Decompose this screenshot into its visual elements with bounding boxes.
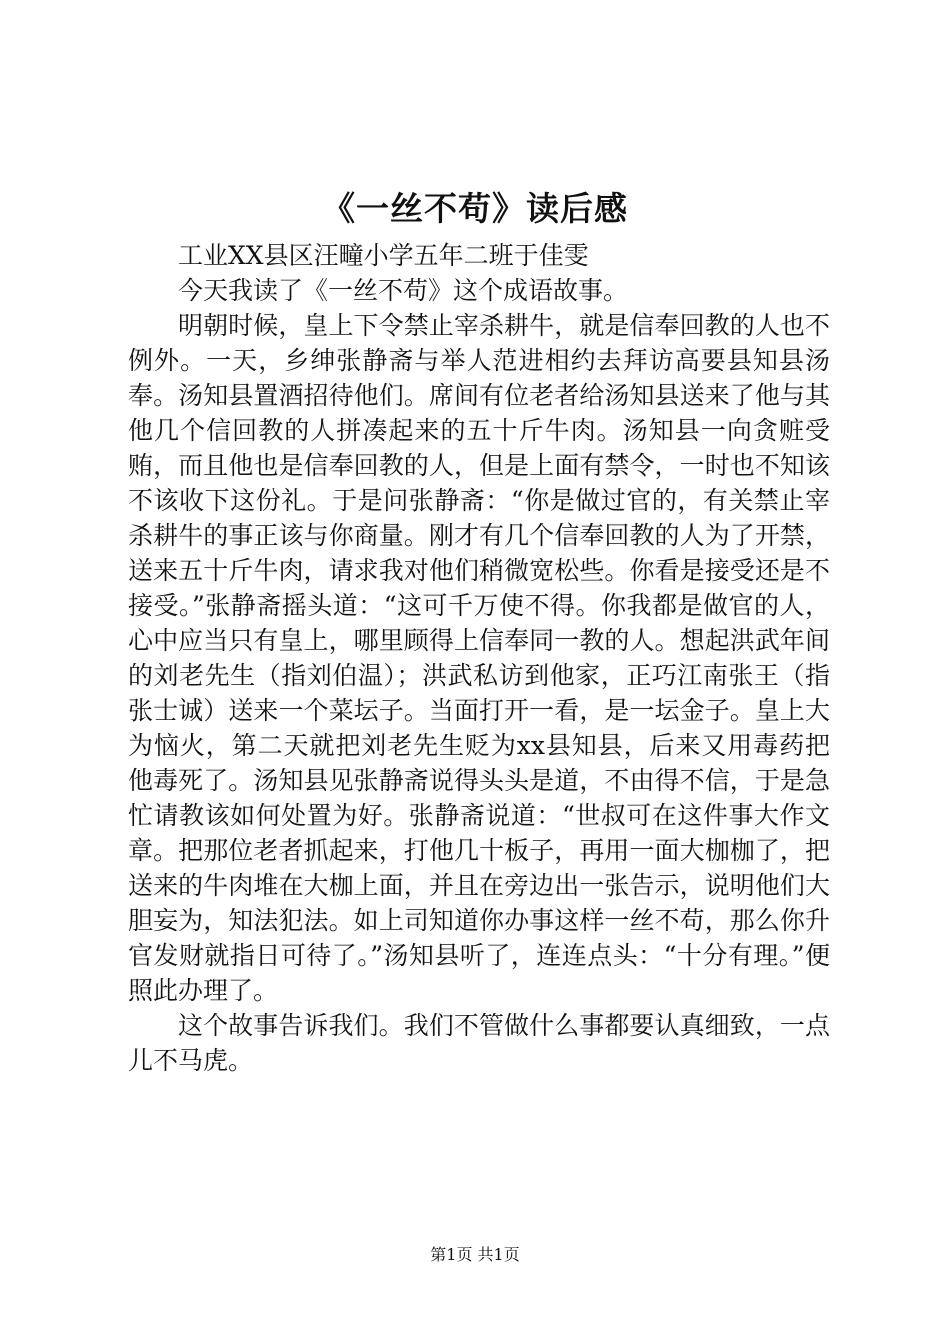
document-body [128,238,830,1078]
paragraph-intro: 今天我读了《一丝不苟》这个成语故事。 [178,276,629,305]
document-title: 《一丝不苟》读后感 [322,189,628,228]
paragraph-moral: 这个故事告诉我们。我们不管做什么事都要认真细致，一点儿不马虎。 [128,1011,830,1075]
author-line: 工业XX县区汪疃小学五年二班于佳雯 [178,241,589,270]
paragraph-story: 明朝时候，皇上下令禁止宰杀耕牛，就是信奉回教的人也不例外。一天，乡绅张静斋与举人范进相约去拜访高要县知县汤奉。汤知县置酒招待他们。席间有位老者给汤知县送来了他与其他几个信回教的人拼凑起来的五十斤牛肉。汤知县一向贪赃受贿，而且他也是信奉回教的人，但是上面有禁令，一时也不知该不该收下这份礼。于是问张静斋：“你是做过官的，有关禁止宰杀耕牛的事正该与你商量。刚才有几个信奉回教的人为了开禁，送来五十斤牛肉，请求我对他们稍微宽松些。你看是接受还是不接受。”张静斋摇头道：“这可千万使不得。你我都是做官的人，心中应当只有皇上，哪里顾得上信奉同一教的人。想起洪武年间的刘老先生（指刘伯温）；洪武私访到他家，正巧江南张王（指张士诚）送来一个菜坛子。当面打开一看，是一坛金子。皇上大为恼火，第二天就把刘老先生贬为xx县知县，后来又用毒药把他毒死了。汤知县见张静斋说得头头是道，不由得不信，于是急忙请教该如何处置为好。张静斋说道：“世叔可在这件事大作文章。把那位老者抓起来，打他几十板子，再用一面大枷枷了，把送来的牛肉堆在大枷上面，并且在旁边出一张告示，说明他们大胆妄为，知法犯法。如上司知道你办事这样一丝不苟，那么你升官发财就指日可待了。”汤知县听了，连连点头：“十分有理。”便照此办理了。 [128,311,830,1005]
page-number-footer: 第1页 共1页 [430,1245,520,1264]
